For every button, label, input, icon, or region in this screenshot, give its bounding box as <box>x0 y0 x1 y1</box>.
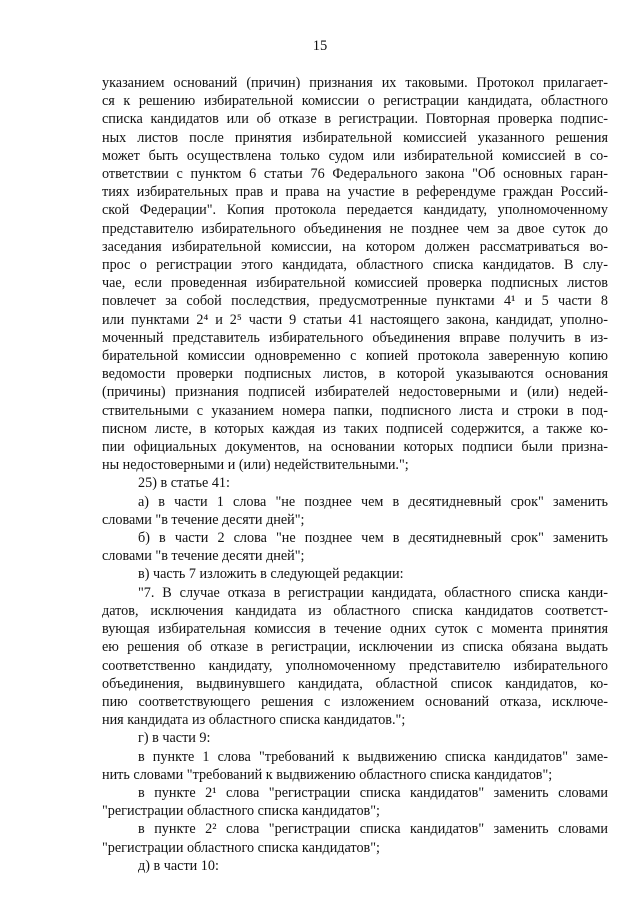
text-line: ведомости проверки подписных листов, в которой указываются основания <box>102 366 608 383</box>
text-line: в пункте 2¹ слова "регистрации списка кандидатов" заменить словами <box>138 784 608 801</box>
text-line: "регистрации областного списка кандидатов"; <box>102 839 380 856</box>
text-line: списка кандидатов или об отказе в регистрации. Повторная проверка подпис- <box>102 111 608 128</box>
text-line: словами "в течение десяти дней"; <box>102 548 305 565</box>
text-line: (причины) признания подписей избирателей недостоверными и (или) недей- <box>102 384 608 401</box>
text-line: повлечет за собой последствия, предусмотренные пунктами 4¹ и 5 части 8 <box>102 293 608 310</box>
text-line: ся к решению избирательной комиссии о регистрации кандидата, областного <box>102 93 608 110</box>
text-line: г) в части 9: <box>138 730 211 747</box>
text-line: ных листов после принятия избирательной комиссией указанного решения <box>102 129 608 146</box>
text-line: пию соответствующего решения с изложением оснований отказа, исключе- <box>102 693 608 710</box>
text-line: "регистрации областного списка кандидатов"; <box>102 803 380 820</box>
text-line: ны недостоверными и (или) недействительными."; <box>102 457 409 474</box>
text-line: заседания избирательной комиссии, на котором должен рассматриваться во- <box>102 238 608 255</box>
text-line: "7. В случае отказа в регистрации кандидата, областного списка канди- <box>138 584 608 601</box>
text-line: ской Федерации". Копия протокола передается кандидату, уполномоченному <box>102 202 608 219</box>
text-line: ею решения об отказе в регистрации, исключении из списка обязана выдать <box>102 639 608 656</box>
text-line: словами "в течение десяти дней"; <box>102 511 305 528</box>
text-line: б) в части 2 слова "не позднее чем в десятидневный срок" заменить <box>138 530 608 547</box>
text-line: тиях избирательных прав и права на участие в референдуме граждан Россий- <box>102 184 608 201</box>
text-line: в пункте 2² слова "регистрации списка кандидатов" заменить словами <box>138 821 608 838</box>
text-line: указанием оснований (причин) признания их таковыми. Протокол прилагает- <box>102 75 608 91</box>
text-line: прос о регистрации этого кандидата, областного списка кандидатов. В слу- <box>102 257 608 274</box>
text-line: нить словами "требований к выдвижению областного списка кандидатов"; <box>102 766 553 783</box>
text-line: может быть осуществлена только судом или избирательной комиссией в со- <box>102 147 608 164</box>
text-line: датов, исключения кандидата из областного списка кандидатов соответст- <box>102 602 608 619</box>
text-line: соответственно кандидату, уполномоченному представителю избирательного <box>102 657 608 674</box>
text-line: писном листе, в которых каждая из таких подписей содержится, а также ко- <box>102 420 608 437</box>
text-line: бирательной комиссии одновременно с копией протокола заверенную копию <box>102 348 608 365</box>
text-line: пии официальных документов, на основании которых подписи были призна- <box>102 439 608 456</box>
text-line: д) в части 10: <box>138 857 219 874</box>
text-line: представителю избирательного объединения не позднее чем за двое суток до <box>102 220 608 237</box>
text-line: 25) в статье 41: <box>138 475 230 492</box>
text-line: вующая избирательная комиссия в течение одних суток с момента принятия <box>102 621 608 638</box>
text-line: объединения, выдвинувшего кандидата, областной список кандидатов, ко- <box>102 675 608 692</box>
text-line: ния кандидата из областного списка кандидатов."; <box>102 712 406 729</box>
text-line: чае, если проведенная избирательной комиссией проверка подписных листов <box>102 275 608 292</box>
text-line: ответствии с пунктом 6 статьи 76 Федерального закона "Об основных гаран- <box>102 166 608 183</box>
body-text <box>102 74 608 875</box>
page-number: 15 <box>312 38 328 54</box>
text-line: ствительными с указанием номера папки, подписного листа и строки в под- <box>102 402 608 419</box>
text-line: моченный представитель избирательного объединения вправе получить в из- <box>102 329 608 346</box>
text-line: в пункте 1 слова "требований к выдвижению списка кандидатов" заме- <box>138 748 608 765</box>
text-line: а) в части 1 слова "не позднее чем в десятидневный срок" заменить <box>138 493 608 510</box>
text-line: в) часть 7 изложить в следующей редакции: <box>138 566 404 583</box>
text-line: или пунктами 2⁴ и 2⁵ части 9 статьи 41 настоящего закона, кандидат, уполно- <box>102 311 608 328</box>
